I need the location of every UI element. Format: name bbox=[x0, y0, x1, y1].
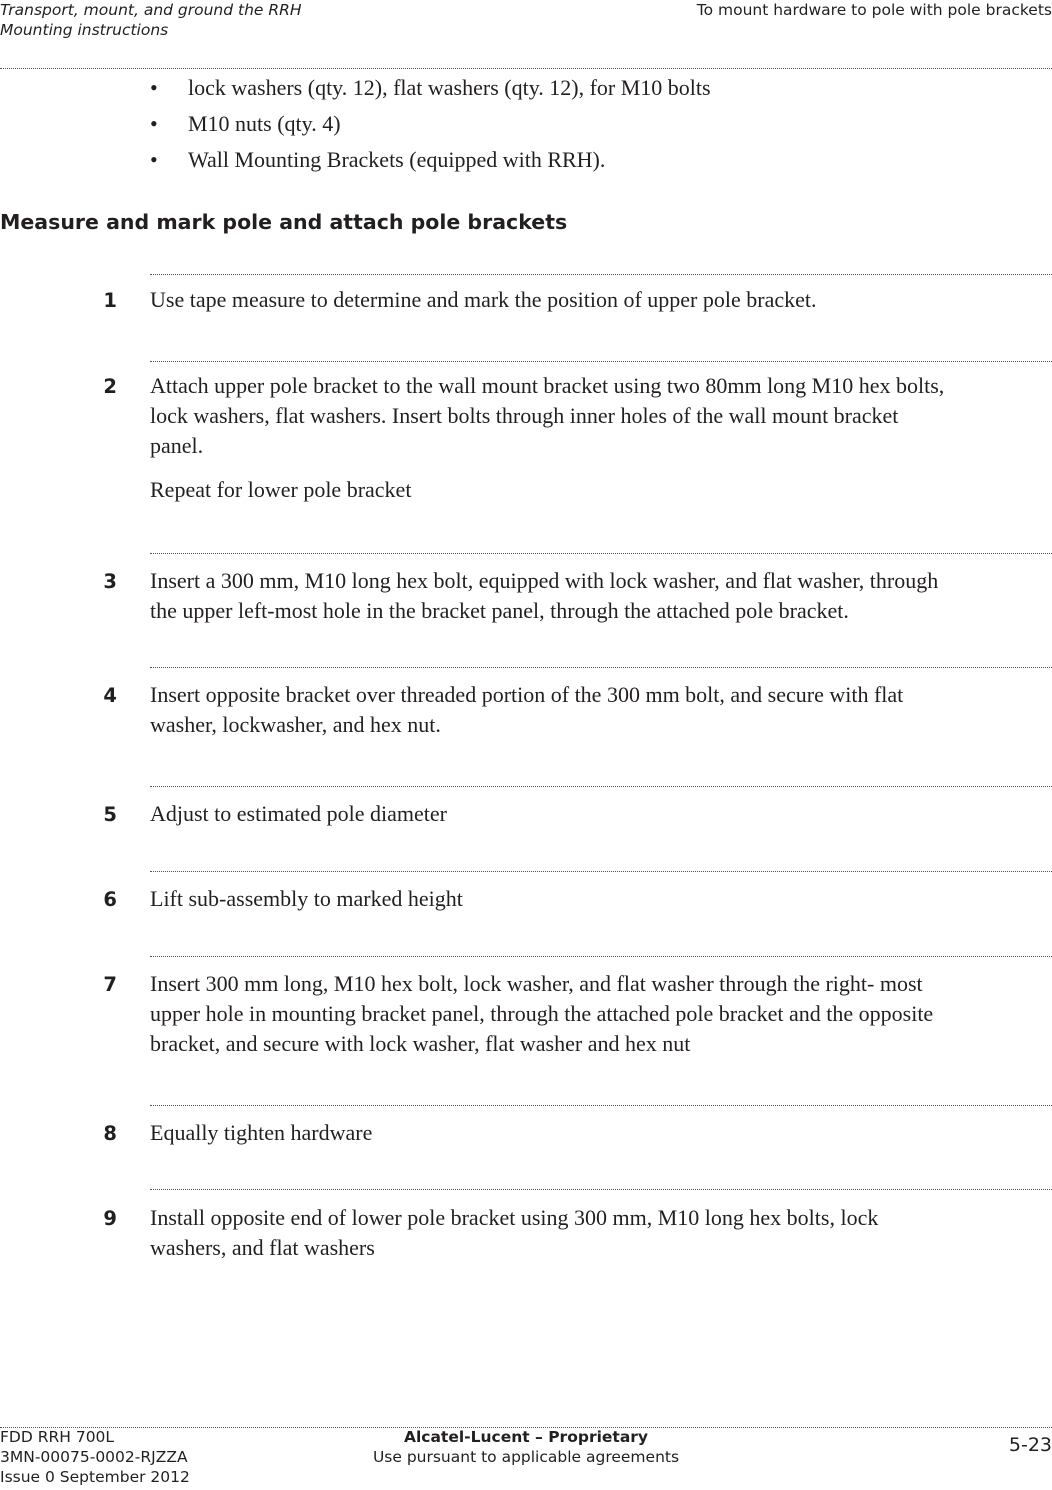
step-line: panel. bbox=[150, 433, 204, 458]
step-line: washer, lockwasher, and hex nut. bbox=[150, 712, 441, 737]
step-divider bbox=[150, 667, 1052, 668]
step-divider bbox=[150, 553, 1052, 554]
footer-proprietary bbox=[0, 1427, 1052, 1467]
step-divider bbox=[150, 1105, 1052, 1106]
footer-doc-number: 3MN-00075-0002-RJZZA bbox=[0, 1448, 188, 1466]
section-title: Measure and mark pole and attach pole brackets bbox=[0, 210, 568, 234]
hardware-bullet-list bbox=[150, 70, 711, 178]
step-number: 3 bbox=[103, 570, 117, 593]
step-note: Repeat for lower pole bracket bbox=[150, 477, 412, 502]
step-text bbox=[150, 1118, 1052, 1148]
step-divider bbox=[150, 1189, 1052, 1190]
step-number: 5 bbox=[103, 803, 117, 826]
step-number: 8 bbox=[103, 1122, 117, 1145]
header-divider bbox=[0, 68, 1052, 69]
step-number: 9 bbox=[103, 1207, 117, 1230]
step-line: Use tape measure to determine and mark the position of upper pole bracket. bbox=[150, 287, 817, 312]
bullet-item bbox=[150, 70, 711, 106]
running-header-right: To mount hardware to pole with pole brackets bbox=[696, 1, 1052, 19]
step-number: 6 bbox=[103, 888, 117, 911]
step-number: 4 bbox=[103, 684, 117, 707]
step-text bbox=[150, 1203, 1052, 1263]
step-line: bracket, and secure with lock washer, flat washer and hex nut bbox=[150, 1031, 691, 1056]
step-line: Lift sub-assembly to marked height bbox=[150, 886, 463, 911]
step-line: lock washers, flat washers. Insert bolts through inner holes of the wall mount bracket bbox=[150, 403, 899, 428]
step-text bbox=[150, 285, 1052, 315]
page-number: 5-23 bbox=[1008, 1434, 1052, 1456]
step-line: upper hole in mounting bracket panel, through the attached pole bracket and the opposite bbox=[150, 1001, 934, 1026]
bullet-item bbox=[150, 142, 711, 178]
bullet-text: lock washers (qty. 12), flat washers (qty. 12), for M10 bolts bbox=[188, 75, 711, 100]
step-divider bbox=[150, 956, 1052, 957]
step-number: 7 bbox=[103, 973, 117, 996]
step-text bbox=[150, 799, 1052, 829]
step-line: Install opposite end of lower pole bracket using 300 mm, M10 long hex bolts, lock bbox=[150, 1205, 879, 1230]
step-line: Adjust to estimated pole diameter bbox=[150, 801, 447, 826]
running-header-left bbox=[0, 0, 302, 40]
footer-proprietary-title: Alcatel-Lucent – Proprietary bbox=[403, 1428, 649, 1446]
step-divider bbox=[150, 786, 1052, 787]
step-text bbox=[150, 680, 1052, 740]
step-line: the upper left-most hole in the bracket panel, through the attached pole bracket. bbox=[150, 598, 849, 623]
step-text bbox=[150, 371, 1052, 505]
header-chapter-title: Transport, mount, and ground the RRH bbox=[0, 1, 302, 19]
footer-issue: Issue 0 September 2012 bbox=[0, 1468, 190, 1486]
bullet-icon: • bbox=[150, 147, 158, 172]
footer-proprietary-note: Use pursuant to applicable agreements bbox=[372, 1448, 680, 1466]
header-section-title: Mounting instructions bbox=[0, 21, 169, 39]
step-divider bbox=[150, 361, 1052, 362]
bullet-text: M10 nuts (qty. 4) bbox=[188, 111, 341, 136]
step-text bbox=[150, 566, 1052, 626]
footer-product: FDD RRH 700L bbox=[0, 1428, 115, 1446]
step-line: washers, and flat washers bbox=[150, 1235, 375, 1260]
step-line: Insert a 300 mm, M10 long hex bolt, equipped with lock washer, and flat washer, through bbox=[150, 568, 939, 593]
step-divider bbox=[150, 871, 1052, 872]
step-divider bbox=[150, 274, 1052, 275]
bullet-icon: • bbox=[150, 111, 158, 136]
step-text bbox=[150, 884, 1052, 914]
step-line: Insert 300 mm long, M10 hex bolt, lock washer, and flat washer through the right- most bbox=[150, 971, 923, 996]
bullet-icon: • bbox=[150, 75, 158, 100]
bullet-text: Wall Mounting Brackets (equipped with RRH). bbox=[188, 147, 606, 172]
step-text bbox=[150, 969, 1052, 1059]
step-number: 1 bbox=[103, 289, 117, 312]
step-line: Attach upper pole bracket to the wall mount bracket using two 80mm long M10 hex bolts, bbox=[150, 373, 945, 398]
step-line: Equally tighten hardware bbox=[150, 1120, 373, 1145]
bullet-item bbox=[150, 106, 711, 142]
step-number: 2 bbox=[103, 375, 117, 398]
step-line: Insert opposite bracket over threaded portion of the 300 mm bolt, and secure with flat bbox=[150, 682, 904, 707]
